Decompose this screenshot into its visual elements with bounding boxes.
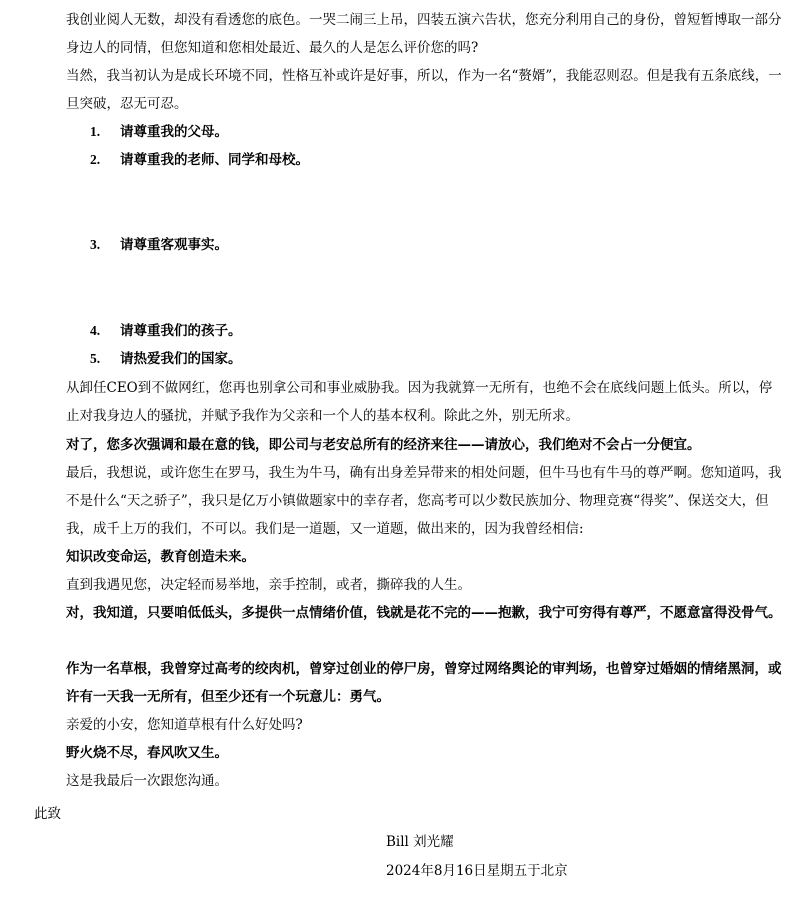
paragraph-bottom-lines-intro: 当然，我当初认为是成长环境不同，性格互补或许是好事，所以，作为一名“赘婿”，我能忍则忍。但是我有五条底线，一旦突破，忍无可忍。: [66, 68, 782, 112]
signature-name: Bill 刘光耀: [386, 834, 454, 850]
paragraph-knowledge: 知识改变命运，教育创造未来。: [66, 549, 255, 565]
bottom-line-item-2: [90, 146, 309, 174]
signature-date: 2024年8月16日星期五于北京: [386, 863, 568, 879]
bottom-line-text: 请热爱我们的国家。: [120, 351, 242, 367]
bottom-line-item-1: [90, 118, 228, 146]
paragraph-last: 这是我最后一次跟您沟通。: [66, 773, 228, 789]
bottom-line-number: 4.: [90, 323, 101, 338]
bottom-line-text: 请尊重我的父母。: [120, 124, 228, 140]
bottom-line-number: 2.: [90, 152, 101, 167]
paragraph-dear: 亲爱的小安，您知道草根有什么好处吗?: [66, 717, 303, 733]
bottom-line-text: 请尊重我的老师、同学和母校。: [120, 152, 309, 168]
bottom-line-item-5: [90, 345, 242, 373]
paragraph-intro: 我创业阅人无数，却没有看透您的底色。一哭二闹三上吊，四装五演六告状，您充分利用自己的身份，曾短暂博取一部分身边人的同情，但您知道和您相处最近、最久的人是怎么评价您的吗?: [66, 12, 782, 56]
paragraph-rome: 最后，我想说，或许您生在罗马，我生为牛马，确有出身差异带来的相处问题，但牛马也有牛马的尊严啊。您知道吗，我不是什么“天之骄子”，我只是亿万小镇做题家中的幸存者，您高考可以少数民族加分、物理竞赛“得奖”、保送交大，但我，成千上万的我们，不可以。我们是一道题，又一道题，做出来的，因为我曾经相信:: [66, 465, 782, 537]
bottom-line-text: 请尊重客观事实。: [120, 237, 228, 253]
closing-salutation: 此致: [34, 806, 61, 822]
paragraph-ceo: 从卸任CEO到不做网红，您再也别拿公司和事业威胁我。因为我就算一无所有，也绝不会在底线问题上低头。所以，停止对我身边人的骚扰，并赋予我作为父亲和一个人的基本权利。除此之外，别无所求。: [66, 380, 773, 424]
paragraph-wildfire: 野火烧不尽，春风吹又生。: [66, 745, 228, 761]
paragraph-dignity: 对，我知道，只要咱低低头，多提供一点情绪价值，钱就是花不完的——抱歉，我宁可穷得有尊严，不愿意富得没骨气。: [66, 605, 782, 621]
bottom-line-number: 1.: [90, 124, 101, 139]
paragraph-grassroots: 作为一名草根，我曾穿过高考的绞肉机，曾穿过创业的停尸房，曾穿过网络舆论的审判场，也曾穿过婚姻的情绪黑洞，或许有一天我一无所有，但至少还有一个玩意儿：勇气。: [66, 661, 782, 705]
paragraph-until: 直到我遇见您，决定轻而易举地，亲手控制，或者，撕碎我的人生。: [66, 577, 471, 593]
bottom-line-number: 5.: [90, 351, 101, 366]
bottom-line-item-4: [90, 317, 242, 345]
bottom-line-number: 3.: [90, 237, 101, 252]
bottom-line-item-3: [90, 231, 228, 259]
bottom-line-text: 请尊重我们的孩子。: [120, 323, 242, 339]
paragraph-money: 对了，您多次强调和最在意的钱，即公司与老安总所有的经济来往——请放心，我们绝对不会占一分便宜。: [66, 437, 701, 453]
